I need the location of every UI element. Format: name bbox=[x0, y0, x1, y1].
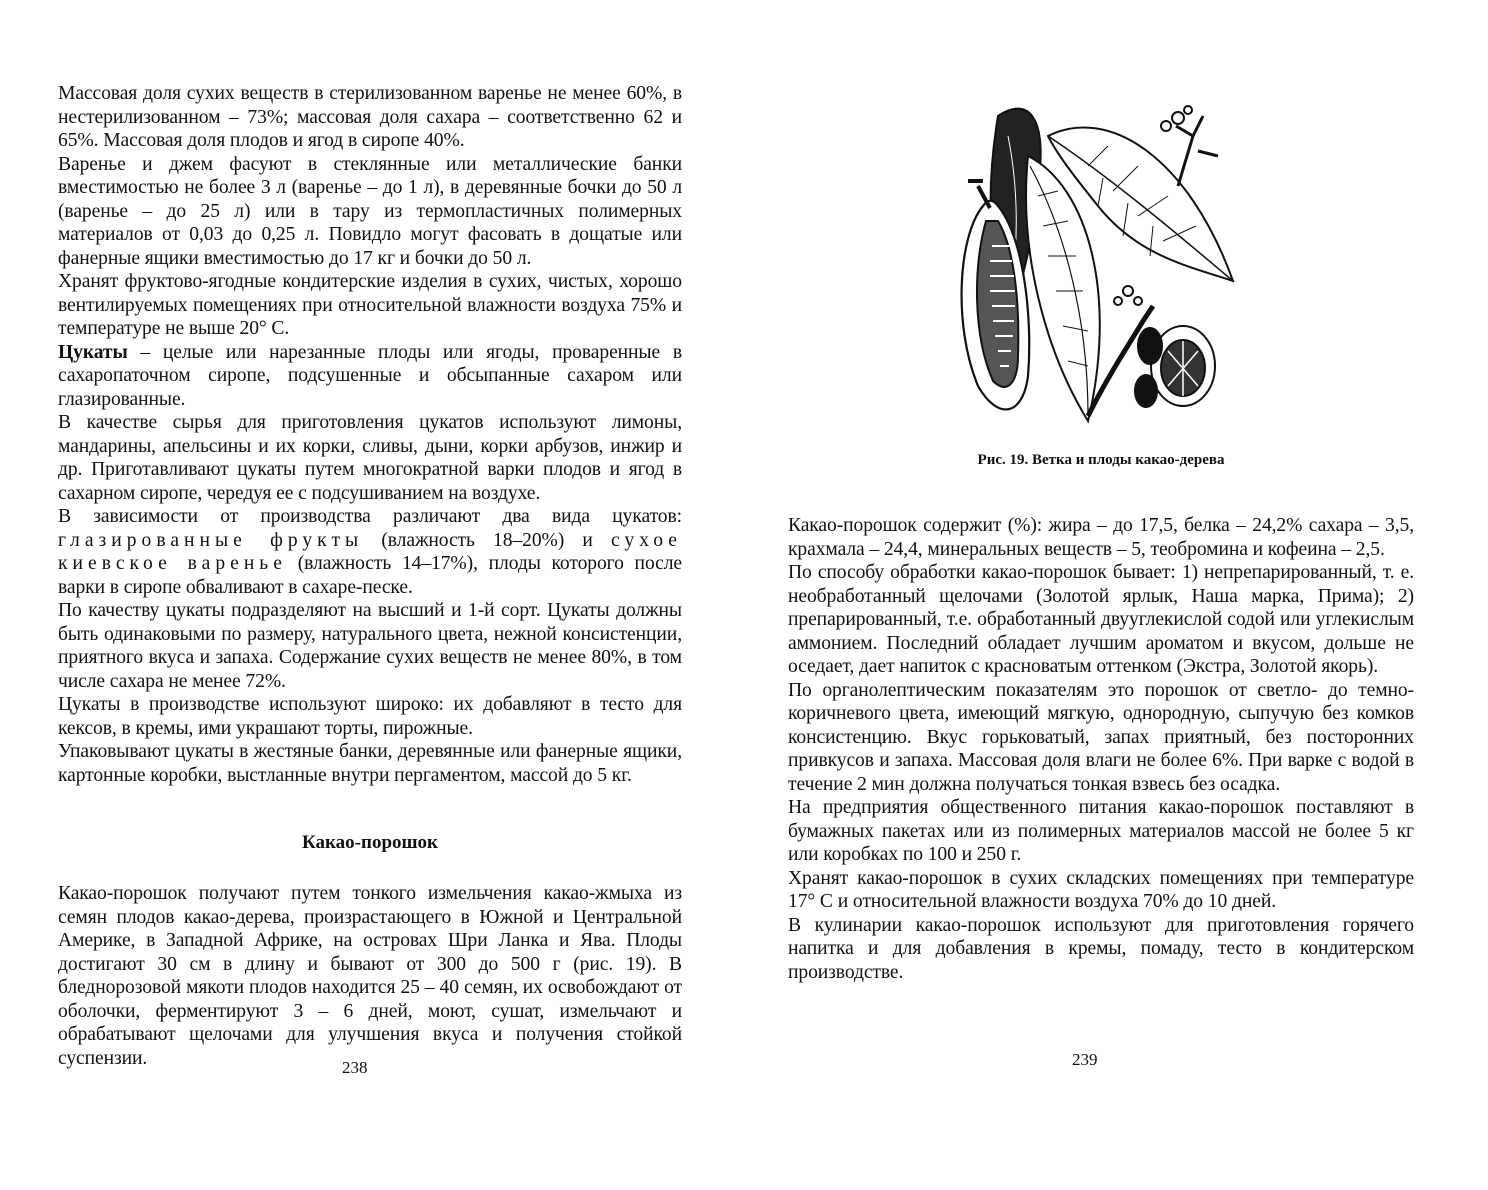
paragraph-candied-packing: Упаковывают цукаты в жестяные банки, деревянные или фанерные ящики, картонные коробки, выстланные внутри пергаментом, массой до 5 кг. bbox=[58, 741, 682, 786]
paragraph-candied-quality: По качеству цукаты подразделяют на высший и 1-й сорт. Цукаты должны быть одинаковыми по размеру, натурального цвета, нежной консистенции, приятного вкуса и запаха. Содержание сухих веществ не менее 80%, в том числе сахара не менее 72%. bbox=[58, 600, 682, 692]
paragraph-cocoa-organoleptic: По органолептическим показателям это порошок от светло- до темно-коричневого цвета, имеющий мягкую, однородную, сыпучую без комков консистенцию. Вкус горьковатый, запах приятный, без посторонних привкусов и запаха. Массовая доля влаги не более 6%. При варке с водой в течение 2 мин должна получаться тонкая взвесь без осадка. bbox=[788, 679, 1414, 795]
term-candied: Цукаты bbox=[58, 341, 128, 363]
term-kiev-jam: сухое киевское варенье bbox=[58, 529, 682, 574]
term-glazed-fruits: глазированные фрукты bbox=[58, 529, 364, 551]
kinds-text-3: (влажность 14–17%), плоды которого после варки в сиропе обваливают в сахаре-песке. bbox=[58, 553, 682, 598]
page-number-right: 239 bbox=[1072, 1050, 1098, 1069]
candied-definition-text: – целые или нарезанные плоды или ягоды, проваренные в сахаропаточном сиропе, подсушенные и обсыпанные сахаром или глазированные. bbox=[58, 341, 682, 410]
paragraph-cocoa-storage: Хранят какао-порошок в сухих складских помещениях при температуре 17° С и относительной влажности воздуха 70% до 10 дней. bbox=[788, 867, 1414, 912]
paragraph-cocoa-culinary: В кулинарии какао-порошок используют для приготовления горячего напитка и для добавления в кремы, помаду, тесто в кондитерском производстве. bbox=[788, 914, 1414, 983]
kinds-text-1: В зависимости от производства различают два вида цукатов: bbox=[58, 506, 682, 527]
paragraph-dry-matter: Массовая доля сухих веществ в стерилизованном варенье не менее 60%, в нестерилизованном – 73%; массовая доля сахара – соответственно 62 и 65%. Массовая доля плодов и ягод в сиропе 40%. bbox=[58, 83, 682, 151]
paragraph-candied-kinds bbox=[58, 505, 682, 599]
paragraph-cocoa-composition: Какао-порошок содержит (%): жира – до 17,5, белка – 24,2% сахара – 3,5, крахмала – 24,4, минеральных веществ – 5, теобромина и кофеина – 2,5. bbox=[788, 515, 1414, 560]
paragraph-cocoa-supply: На предприятия общественного питания какао-порошок поставляют в бумажных пакетах или из полимерных материалов массой не более 5 кг или коробках по 100 и 250 г. bbox=[788, 797, 1414, 865]
paragraph-candied-definition bbox=[58, 341, 682, 412]
paragraph-candied-raw: В качестве сырья для приготовления цукатов используют лимоны, мандарины, апельсины и их корки, сливы, дыни, корки арбузов, инжир и др. Приготавливают цукаты путем многократной варки плодов и ягод в сахарном сиропе, чередуя ее с подсушиванием на воздухе. bbox=[58, 412, 682, 504]
figure-caption: Рис. 19. Ветка и плоды какао-дерева bbox=[977, 452, 1225, 468]
cocoa-branch-drawing bbox=[938, 96, 1238, 434]
paragraph-cocoa-origin: Какао-порошок получают путем тонкого измельчения какао-жмыха из семян плодов какао-дерева, произрастающего в Южной и Центральной Америке, в Западной Африке, на островах Шри Ланка и Ява. Плоды достигают 30 см в длину и бывают от 300 до 500 г (рис. 19). В бледнорозовой мякоти плодов находится 25 – 40 семян, их освобождают от оболочки, ферментируют 3 – 6 дней, моют, сушат, измельчают и обрабатывают щелочами для улучшения вкуса и получения стойкой суспензии. bbox=[58, 883, 682, 1069]
section-title-cocoa: Какао-порошок bbox=[301, 832, 438, 853]
paragraph-candied-usage: Цукаты в производстве используют широко: их добавляют в тесто для кексов, в кремы, ими украшают торты, пирожные. bbox=[58, 694, 682, 739]
paragraph-cocoa-processing: По способу обработки какао-порошок бывает: 1) непрепарированный, т. е. необработанный щелочами (Золотой ярлык, Наша марка, Прима); 2) препарированный, т.е. обработанный двууглекислой содой или углекислым аммонием. Последний обладает лучшим ароматом и вкусом, дольше не оседает, дает напиток с красноватым оттенком (Экстра, Золотой якорь). bbox=[788, 562, 1414, 677]
page-number-left: 238 bbox=[342, 1058, 368, 1077]
cocoa-tree-illustration bbox=[938, 96, 1238, 434]
kinds-text-2: (влажность 18–20%) и bbox=[363, 529, 611, 551]
paragraph-packaging: Варенье и джем фасуют в стеклянные или металлические банки вместимостью не более 3 л (варенье – до 1 л), в деревянные бочки до 50 л (варенье – до 25 л) или в тару из термопластичных полимерных материалов от 0,03 до 0,25 л. Повидло могут фасовать в дощатые или фанерные ящики вместимостью до 17 кг и бочки до 50 л. bbox=[58, 153, 682, 269]
paragraph-storage: Хранят фруктово-ягодные кондитерские изделия в сухих, чистых, хорошо вентилируемых помещениях при относительной влажности воздуха 75% и температуре не выше 20° С. bbox=[58, 271, 682, 339]
